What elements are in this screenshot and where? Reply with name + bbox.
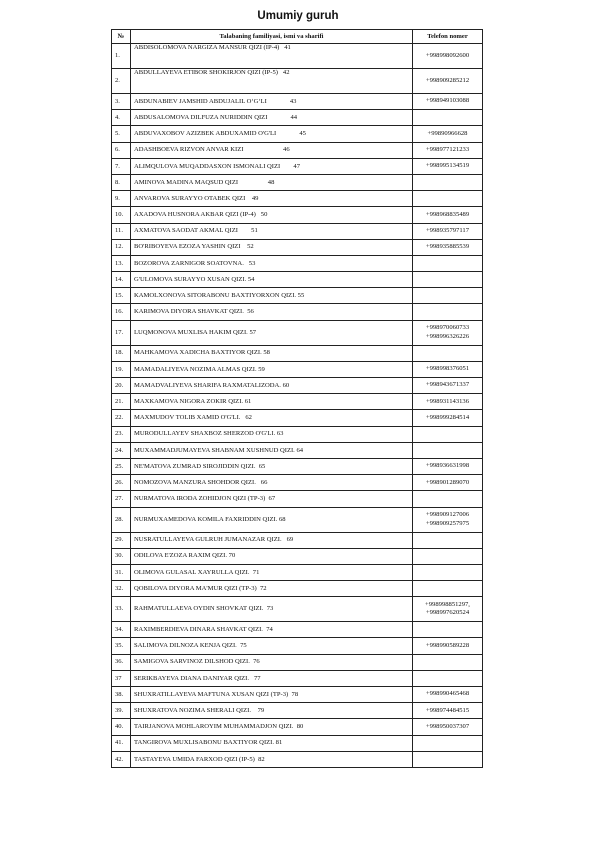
row-number: 6.	[112, 142, 131, 158]
student-name: MAMADALIYEVA NOZIMA ALMAS QIZI. 59	[131, 361, 413, 377]
row-number: 34.	[112, 622, 131, 638]
phone-cell	[413, 361, 483, 377]
phone-cell	[413, 491, 483, 507]
phone-cell	[413, 394, 483, 410]
row-number: 32.	[112, 581, 131, 597]
student-name: G'ULOMOVA SURAYYO XUSAN QIZI. 54	[131, 272, 413, 288]
student-name: KAMOLXONOVA SITORABONU BAXTIYORXON QIZI. 55	[131, 288, 413, 304]
student-name: MAXKAMOVA NIGORA ZOKIR QIZI. 61	[131, 394, 413, 410]
phone-number: +998936631998	[425, 462, 470, 470]
phone-number: +99890966628	[427, 129, 468, 137]
phone-cell	[413, 191, 483, 207]
table-row	[112, 719, 483, 735]
student-name: ABDISOLOMOVA NARGIZA MANSUR QIZI (IP-4) 41	[131, 44, 413, 69]
table-row	[112, 622, 483, 638]
student-name: NURMUXAMEDOVA KOMILA FAXRIDDIN QIZI. 68	[131, 507, 413, 532]
phone-cell	[413, 320, 483, 345]
student-name: ALIMQULOVA MUQADDASXON ISMONALI QIZI 47	[131, 158, 413, 174]
student-name: TAIRJANOVA MOHLAROYIM MUHAMMADJON QIZI. 80	[131, 719, 413, 735]
student-name: NURMATOVA IRODA ZOHIDJON QIZI (TP-3) 67	[131, 491, 413, 507]
phone-cell	[413, 272, 483, 288]
phone-number: +998997620524	[425, 609, 470, 617]
phone-cell	[413, 223, 483, 239]
phone-cell	[413, 475, 483, 491]
phone-cell	[413, 548, 483, 564]
phone-number: +998949103088	[425, 97, 470, 105]
student-name: BOZOROVA ZARNIGOR SOATOVNA. 53	[131, 255, 413, 271]
phone-cell	[413, 581, 483, 597]
phone-number: +998996326226	[425, 332, 470, 340]
row-number: 33.	[112, 597, 131, 622]
phone-cell	[413, 410, 483, 426]
row-number: 39.	[112, 703, 131, 719]
table-header-row	[112, 30, 483, 44]
student-name: SERIKBAYEVA DIANA DANIYAR QIZI. 77	[131, 670, 413, 686]
student-name: QOBILOVA DIYORA MA'MUR QIZI (TP-3) 72	[131, 581, 413, 597]
phone-cell	[413, 69, 483, 94]
table-row	[112, 304, 483, 320]
table-row	[112, 410, 483, 426]
phone-number: +998935885539	[425, 243, 470, 251]
student-name: NUSRATULLAYEVA GULRUH JUMANAZAR QIZI. 69	[131, 532, 413, 548]
student-name: SAMIGOVA SARVINOZ DILSHOD QIZI. 76	[131, 654, 413, 670]
phone-cell	[413, 687, 483, 703]
phone-number: +998998851297,	[425, 600, 470, 608]
row-number: 21.	[112, 394, 131, 410]
phone-number: +998998092600	[425, 51, 470, 59]
student-name: ANVAROVA SURAYYO OTABEK QIZI 49	[131, 191, 413, 207]
phone-cell	[413, 126, 483, 142]
phone-number: +998901289070	[425, 478, 470, 486]
phone-number: +998909285212	[425, 76, 470, 84]
row-number: 11.	[112, 223, 131, 239]
table-row	[112, 207, 483, 223]
header-phone: Telefon nomer	[413, 30, 483, 44]
student-name: NOMOZOVA MANZURA SHOHDOR QIZI. 66	[131, 475, 413, 491]
student-name: ODILOVA E'ZOZA RAXIM QIZI. 70	[131, 548, 413, 564]
phone-cell	[413, 142, 483, 158]
table-row	[112, 532, 483, 548]
student-name: KARIMOVA DIYORA SHAVKAT QIZI. 56	[131, 304, 413, 320]
student-table	[111, 29, 483, 768]
table-row	[112, 564, 483, 580]
phone-cell	[413, 288, 483, 304]
table-row	[112, 458, 483, 474]
table-row	[112, 110, 483, 126]
phone-cell	[413, 532, 483, 548]
table-row	[112, 94, 483, 110]
student-name: RAHMATULLAEVA OYDIN SHOVKAT QIZI. 73	[131, 597, 413, 622]
phone-cell	[413, 507, 483, 532]
student-name: ABDUNABIEV JAMSHID ABDUJALIL O‘G‘LI 43	[131, 94, 413, 110]
table-row	[112, 288, 483, 304]
phone-cell	[413, 703, 483, 719]
student-name: OLIMOVA GULASAL XAYRULLA QIZI. 71	[131, 564, 413, 580]
phone-cell	[413, 378, 483, 394]
phone-number: +998995134519	[425, 162, 470, 170]
table-row	[112, 69, 483, 94]
student-name: ADASHBOEVA RIZVON ANVAR KIZI 46	[131, 142, 413, 158]
header-full-name: Talabaning familiyasi, ismi va sharifi	[131, 30, 413, 44]
row-number: 40.	[112, 719, 131, 735]
row-number: 2.	[112, 69, 131, 94]
student-name: RAXIMBERDIEVA DINARA SHAVKAT QIZI. 74	[131, 622, 413, 638]
table-row	[112, 223, 483, 239]
student-name: MAHKAMOVA XADICHA BAXTIYOR QIZI. 58	[131, 345, 413, 361]
phone-number: +998970060733	[425, 324, 470, 332]
row-number: 18.	[112, 345, 131, 361]
table-row	[112, 320, 483, 345]
table-row	[112, 272, 483, 288]
row-number: 13.	[112, 255, 131, 271]
table-row	[112, 126, 483, 142]
phone-number: +998999284514	[425, 413, 470, 421]
student-name: TANGIROVA MUXLISABONU BAXTIYOR QIZI. 81	[131, 735, 413, 751]
row-number: 1.	[112, 44, 131, 69]
phone-number: +998990589228	[425, 641, 470, 649]
phone-cell	[413, 94, 483, 110]
table-row	[112, 442, 483, 458]
table-row	[112, 394, 483, 410]
header-number: №	[112, 30, 131, 44]
student-name: NE'MATOVA ZUMRAD SIROJIDDIN QIZI. 65	[131, 458, 413, 474]
student-name: AXMATOVA SAODAT AKMAL QIZI 51	[131, 223, 413, 239]
phone-cell	[413, 564, 483, 580]
document-title: Umumiy guruh	[257, 10, 339, 22]
phone-cell	[413, 654, 483, 670]
row-number: 4.	[112, 110, 131, 126]
table-row	[112, 491, 483, 507]
row-number: 20.	[112, 378, 131, 394]
student-name: TASTAYEVA UMIDA FARXOD QIZI (IP-5) 82	[131, 751, 413, 767]
row-number: 41.	[112, 735, 131, 751]
student-name: MAMADVALIYEVA SHARIFA RAXMATALIZODA. 60	[131, 378, 413, 394]
row-number: 37	[112, 670, 131, 686]
table-body	[112, 44, 483, 768]
phone-cell	[413, 207, 483, 223]
table-row	[112, 475, 483, 491]
table-row	[112, 378, 483, 394]
table-row	[112, 670, 483, 686]
row-number: 9.	[112, 191, 131, 207]
table-row	[112, 44, 483, 69]
table-row	[112, 174, 483, 190]
table-row	[112, 735, 483, 751]
student-name: MAXMUDOV TOLIB XAMID O'G'LI. 62	[131, 410, 413, 426]
table-row	[112, 687, 483, 703]
table-row	[112, 654, 483, 670]
row-number: 25.	[112, 458, 131, 474]
row-number: 30.	[112, 548, 131, 564]
phone-cell	[413, 735, 483, 751]
phone-cell	[413, 751, 483, 767]
phone-number: +998998376051	[425, 365, 470, 373]
row-number: 28.	[112, 507, 131, 532]
table-row	[112, 426, 483, 442]
table-row	[112, 191, 483, 207]
student-name: SHUXRATOVA NOZIMA SHERALI QIZI. 79	[131, 703, 413, 719]
table-row	[112, 548, 483, 564]
table-row	[112, 507, 483, 532]
table-row	[112, 158, 483, 174]
phone-number: +998909127006	[425, 511, 470, 519]
row-number: 19.	[112, 361, 131, 377]
row-number: 24.	[112, 442, 131, 458]
row-number: 12.	[112, 239, 131, 255]
row-number: 17.	[112, 320, 131, 345]
phone-cell	[413, 345, 483, 361]
phone-number: +998950037307	[425, 722, 470, 730]
phone-number: +998968835489	[425, 210, 470, 218]
table-row	[112, 638, 483, 654]
table-row	[112, 581, 483, 597]
table-row	[112, 361, 483, 377]
row-number: 31.	[112, 564, 131, 580]
phone-cell	[413, 255, 483, 271]
row-number: 14.	[112, 272, 131, 288]
table-row	[112, 255, 483, 271]
phone-cell	[413, 174, 483, 190]
phone-cell	[413, 110, 483, 126]
row-number: 8.	[112, 174, 131, 190]
table-row	[112, 703, 483, 719]
student-name: BO'RIBOYEVA EZOZA YASHIN QIZI 52	[131, 239, 413, 255]
phone-number: +998935797117	[425, 226, 470, 234]
phone-cell	[413, 239, 483, 255]
phone-cell	[413, 670, 483, 686]
student-name: ABDUSALOMOVA DILFUZA NURIDDIN QIZI 44	[131, 110, 413, 126]
student-name: MURODULLAYEV SHAXBOZ SHERZOD O'G'LI. 63	[131, 426, 413, 442]
student-name: SHUXRATILLAYEVA MAFTUNA XUSAN QIZI (TP-3) 78	[131, 687, 413, 703]
row-number: 15.	[112, 288, 131, 304]
student-name: ABDULLAYEVA ETIBOR SHOKIRJON QIZI (IP-5) 42	[131, 69, 413, 94]
student-name: MUXAMMADJUMAYEVA SHABNAM XUSHNUD QIZI. 64	[131, 442, 413, 458]
table-row	[112, 142, 483, 158]
table-row	[112, 239, 483, 255]
table-row	[112, 597, 483, 622]
phone-cell	[413, 442, 483, 458]
student-name: LUQMONOVA MUXLISA HAKIM QIZI. 57	[131, 320, 413, 345]
row-number: 26.	[112, 475, 131, 491]
row-number: 23.	[112, 426, 131, 442]
row-number: 16.	[112, 304, 131, 320]
row-number: 42.	[112, 751, 131, 767]
phone-cell	[413, 158, 483, 174]
phone-number: +998943671337	[425, 381, 470, 389]
phone-number: +998977121233	[425, 145, 470, 153]
phone-cell	[413, 719, 483, 735]
table-row	[112, 345, 483, 361]
row-number: 29.	[112, 532, 131, 548]
row-number: 7.	[112, 158, 131, 174]
row-number: 36.	[112, 654, 131, 670]
row-number: 3.	[112, 94, 131, 110]
table-row	[112, 751, 483, 767]
row-number: 5.	[112, 126, 131, 142]
row-number: 22.	[112, 410, 131, 426]
student-name: AMINOVA MADINA MAQSUD QIZI 48	[131, 174, 413, 190]
phone-cell	[413, 638, 483, 654]
phone-cell	[413, 597, 483, 622]
row-number: 10.	[112, 207, 131, 223]
row-number: 38.	[112, 687, 131, 703]
phone-number: +998931143136	[425, 397, 470, 405]
phone-cell	[413, 44, 483, 69]
phone-number: +998974484515	[425, 706, 470, 714]
phone-cell	[413, 304, 483, 320]
phone-cell	[413, 458, 483, 474]
student-name: SALIMOVA DILNOZA KENJA QIZI. 75	[131, 638, 413, 654]
row-number: 35.	[112, 638, 131, 654]
row-number: 27.	[112, 491, 131, 507]
phone-cell	[413, 622, 483, 638]
phone-number: +998909257975	[425, 519, 470, 527]
student-name: ABDUVAXOBOV AZIZBEK ABDUXAMID O'G'LI 45	[131, 126, 413, 142]
phone-number: +998990465468	[425, 690, 470, 698]
phone-cell	[413, 426, 483, 442]
student-name: AXADOVA HUSNORA AKBAR QIZI (IP-4) 50	[131, 207, 413, 223]
